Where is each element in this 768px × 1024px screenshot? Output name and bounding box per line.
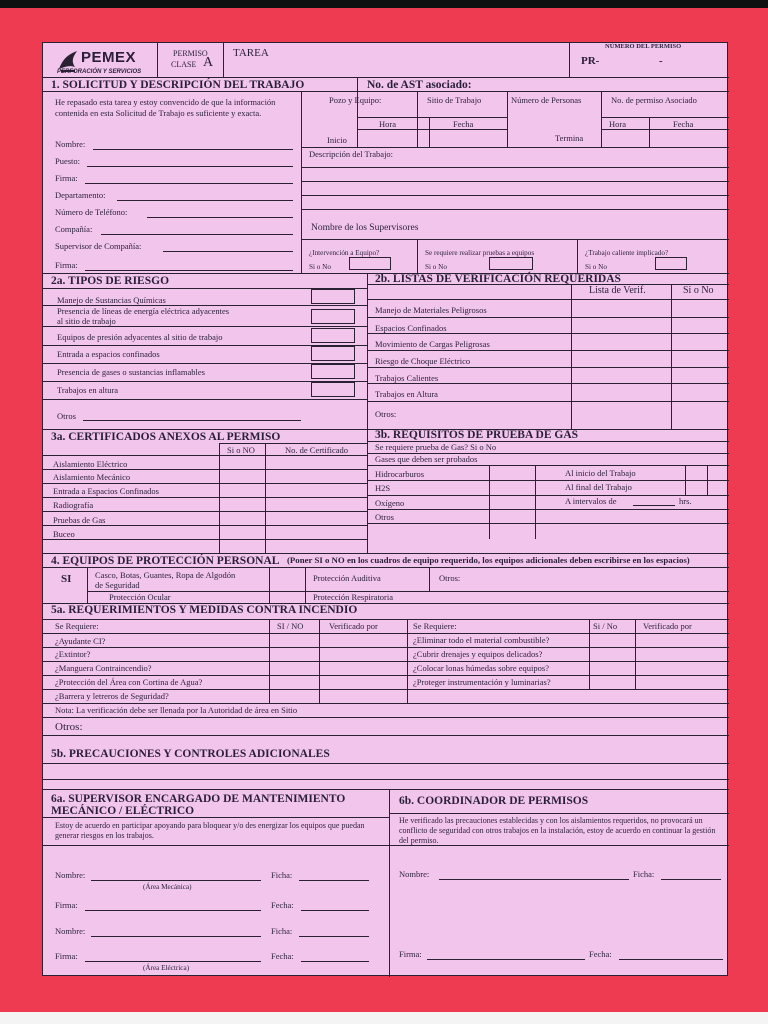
clase-letter: A [203,55,214,70]
inicio-label: Inicio [327,135,347,145]
riesgo-checkbox[interactable] [311,309,355,324]
area-mecanica-label: (Área Mecánica) [143,883,192,891]
departamento-label: Departamento: [55,190,106,200]
gas-intervalos-label: A intervalos de [565,496,617,506]
section-6b-title: 6b. COORDINADOR DE PERMISOS [399,795,589,807]
verif-item: Espacios Confinados [375,323,447,333]
6b-nombre-line[interactable] [439,879,629,880]
firma-line[interactable] [85,183,293,184]
intervencion-sino-label: Si o No [309,263,331,271]
certificados-numero-header: No. de Certificado [285,445,349,455]
epp-item: Protección Auditiva [313,573,381,583]
6a-fecha-2-label: Fecha: [271,951,294,961]
epp-item: Protección Ocular [109,592,171,602]
brand-name: PEMEX [81,49,137,66]
incendio-item: ¿Barrera y letreros de Seguridad? [55,691,169,701]
pr-prefix: PR- [581,55,600,67]
fecha-termina-label: Fecha [673,119,694,129]
pemex-logo [57,47,153,77]
section-4-title: 4. EQUIPOS DE PROTECCIÓN PERSONAL [51,555,280,567]
prueba-gas-question: Se requiere prueba de Gas? Si o No [375,442,497,452]
certificado-item: Radiografía [53,500,94,510]
area-electrica-label: (Área Eléctrica) [143,964,190,972]
telefono-line[interactable] [147,217,293,218]
gas-item: Hidrocarburos [375,469,425,479]
6b-fecha-line[interactable] [619,959,723,960]
riesgo-item: Presencia de gases o sustancias inflamables [57,367,205,377]
6a-ficha-label: Ficha: [271,870,293,880]
section-5b-title: 5b. PRECAUCIONES Y CONTROLES ADICIONALES [51,748,330,760]
incendio-item-right: ¿Cubrir drenajes y equipos delicados? [413,649,543,659]
certificado-item: Aislamiento Eléctrico [53,459,128,469]
6b-fecha-label: Fecha: [589,949,612,959]
numero-permiso-label: NÚMERO DEL PERMISO [605,43,682,50]
6a-ficha-2-line[interactable] [299,936,369,937]
6b-firma-label: Firma: [399,949,422,959]
riesgo-checkbox[interactable] [311,346,355,361]
riesgo-otros-label: Otros [57,411,76,421]
nombre-line[interactable] [93,149,293,150]
gas-item: H2S [375,483,391,493]
6a-nombre-2-label: Nombre: [55,926,86,936]
riesgo-item: Presencia de líneas de energía eléctrica adyacentes [57,306,230,316]
gas-item: Otros [375,512,394,522]
6a-firma-label: Firma: [55,900,78,910]
section-2a-title: 2a. TIPOS DE RIESGO [51,275,170,287]
riesgo-checkbox[interactable] [311,328,355,343]
incendio-item-right: ¿Proteger instrumentación y luminarias? [413,677,551,687]
6a-nombre-line[interactable] [91,880,261,881]
epp-item: Casco, Botas, Guantes, Ropa de Algodón [95,570,236,580]
6b-ficha-line[interactable] [661,879,721,880]
puesto-label: Puesto: [55,156,81,166]
scan-bottom-edge [0,1012,768,1024]
supervisores-label: Nombre de los Supervisores [311,223,419,233]
hora-inicio-label: Hora [379,119,396,129]
verif-item: Trabajos Calientes [375,373,439,383]
section-6a-title: 6a. SUPERVISOR ENCARGADO DE MANTENIMIENTO [51,793,346,805]
riesgo-item: Equipos de presión adyacentes al sitio de trabajo [57,332,223,342]
section-5a-title: 5a. REQUERIMIENTOS Y MEDIDAS CONTRA INCENDIO [51,604,358,616]
gas-hrs-label: hrs. [679,496,692,506]
certificado-item: Buceo [53,529,75,539]
lista-verif-header: Lista de Verif. [589,285,646,296]
ast-label: No. de AST asociado: [367,79,472,91]
si-no-header: Si o No [683,285,714,296]
section-3a-title: 3a. CERTIFICADOS ANEXOS AL PERMISO [51,431,281,443]
incendio-header-right: Se Requiere: [413,621,457,631]
pruebas-equipos-label: Se requiere realizar pruebas a equipos [425,249,535,257]
epp-si-label: SI [61,573,72,585]
6b-ficha-label: Ficha: [633,869,655,879]
epp-item-cont: de Seguridad [95,580,140,590]
riesgo-checkbox[interactable] [311,364,355,379]
compania-line[interactable] [101,234,293,235]
pr-dash: - [659,55,663,67]
riesgo-item: Manejo de Sustancias Químicas [57,295,166,305]
pruebas-sino-box[interactable] [489,257,533,270]
work-permit-form [42,42,728,976]
6a-fecha-line[interactable] [301,910,369,911]
6a-ficha-line[interactable] [299,880,369,881]
6a-firma-2-label: Firma: [55,951,78,961]
6b-firma-line[interactable] [427,959,585,960]
section-4-note: (Poner SI o NO en los cuadros de equipo requerido, los equipos adicionales deben escribirse en los espacios) [287,555,690,565]
section-1-intro: He repasado esta tarea y estoy convencido de que la información contenida en esta Solicitud de Trabajo es suficiente y exacta. [55,97,276,118]
caliente-sino-label: Si o No [585,263,607,271]
riesgo-item: Trabajos en altura [57,385,119,395]
departamento-line[interactable] [117,200,293,201]
incendio-item: ¿Protección del Área con Cortina de Agua? [55,677,203,687]
telefono-label: Número de Teléfono: [55,207,128,217]
epp-item: Protección Respiratoria [313,592,394,602]
riesgo-checkbox[interactable] [311,289,355,304]
termina-label: Termina [555,133,584,143]
6b-nombre-label: Nombre: [399,869,430,879]
riesgo-otros-line[interactable] [83,420,301,421]
section-6a-text: Estoy de acuerdo en participar apoyando para bloquear y/o des energizar los equipos que puedan generar riesgos en los trabajos. [55,821,365,840]
tarea-label: TAREA [233,47,269,59]
permiso-asociado-label: No. de permiso Asociado [611,95,697,105]
supervisor-compania-label: Supervisor de Compañía: [55,241,142,251]
compania-label: Compañía: [55,224,93,234]
sitio-trabajo-label: Sitio de Trabajo [427,95,482,105]
nombre-label: Nombre: [55,139,86,149]
incendio-item: ¿Ayudante CI? [55,636,106,646]
incendio-item: ¿Manguera Contraincendio? [55,663,152,673]
section-3b-title: 3b. REQUISITOS DE PRUEBA DE GAS [375,429,579,441]
scan-top-edge [0,0,768,8]
incendio-nota: Nota: La verificación debe ser llenada por la Autoridad de área en Sitio [55,705,298,715]
firma-label: Firma: [55,173,78,183]
intervencion-sino-box[interactable] [349,257,391,270]
verif-item: Riesgo de Choque Eléctrico [375,356,471,366]
pozo-equipo-label: Pozo y Equipo: [329,95,382,105]
6a-ficha-2-label: Ficha: [271,926,293,936]
supervisor-compania-line[interactable] [163,251,293,252]
firma-2-line[interactable] [85,270,293,271]
verif-otros-label: Otros: [375,409,397,419]
certificados-sino-header: Si o NO [227,445,255,455]
clase-label: CLASE [171,60,197,69]
incendio-header-left: Se Requiere: [55,621,99,631]
fecha-inicio-label: Fecha [453,119,474,129]
incendio-item: ¿Extintor? [55,649,91,659]
6a-nombre-label: Nombre: [55,870,86,880]
certificado-item: Entrada a Espacios Confinados [53,486,159,496]
incendio-otros-label: Otros: [55,721,83,733]
verif-item: Movimiento de Cargas Peligrosas [375,339,490,349]
6a-firma-line[interactable] [85,910,261,911]
certificado-item: Pruebas de Gas [53,515,106,525]
incendio-header-verificado-2: Verificado por [643,621,692,631]
verif-item: Manejo de Materiales Peligrosos [375,305,487,315]
6a-nombre-2-line[interactable] [91,936,261,937]
firma-2-label: Firma: [55,260,78,270]
6a-fecha-label: Fecha: [271,900,294,910]
intervencion-equipo-label: ¿Intervención a Equipo? [309,249,380,257]
certificado-item: Aislamiento Mecánico [53,472,131,482]
verif-item: Trabajos en Altura [375,389,438,399]
numero-personas-label: Número de Personas [511,95,582,105]
gas-inicio-label: Al inicio del Trabajo [565,468,636,478]
brand-subtitle: PERFORACIÓN Y SERVICIOS [57,69,142,75]
incendio-item-right: ¿Colocar lonas húmedas sobre equipos? [413,663,549,673]
hora-termina-label: Hora [609,119,626,129]
pruebas-sino-label: Si o No [425,263,447,271]
permiso-label: PERMISO [173,49,208,58]
gas-item: Oxígeno [375,498,405,508]
gases-probados-label: Gases que deben ser probados [375,454,478,464]
incendio-header-sino: SI / NO [277,621,304,631]
6a-firma-2-line[interactable] [85,961,261,962]
incendio-item-right: ¿Eliminar todo el material combustible? [413,635,550,645]
incendio-header-sino-2: Si / No [593,621,618,631]
trabajo-caliente-label: ¿Trabajo caliente implicado? [585,249,669,257]
section-6a-subtitle: MECÁNICO / ELÉCTRICO [51,805,195,817]
riesgo-item: Entrada a espacios confinados [57,349,160,359]
riesgo-item-cont: al sitio de trabajo [57,316,116,326]
descripcion-label: Descripción del Trabajo: [309,149,394,159]
caliente-sino-box[interactable] [655,257,687,270]
incendio-header-verificado: Verificado por [329,621,378,631]
epp-otros-label: Otros: [439,573,461,583]
6a-fecha-2-line[interactable] [301,961,369,962]
gas-final-label: Al final del Trabajo [565,482,632,492]
section-1-title: 1. SOLICITUD Y DESCRIPCIÓN DEL TRABAJO [51,79,305,91]
section-6b-text: He verificado las precauciones establecidas y con los aislamientos requeridos, no provocará un conflicto de seguridad con otros trabajos en la instalación, estoy de acuerdo en continuar la gestión del permiso. [399,816,716,845]
riesgo-checkbox[interactable] [311,382,355,397]
section-2b-title: 2b. LISTAS DE VERIFICACIÓN REQUERIDAS [375,273,621,285]
puesto-line[interactable] [87,166,293,167]
